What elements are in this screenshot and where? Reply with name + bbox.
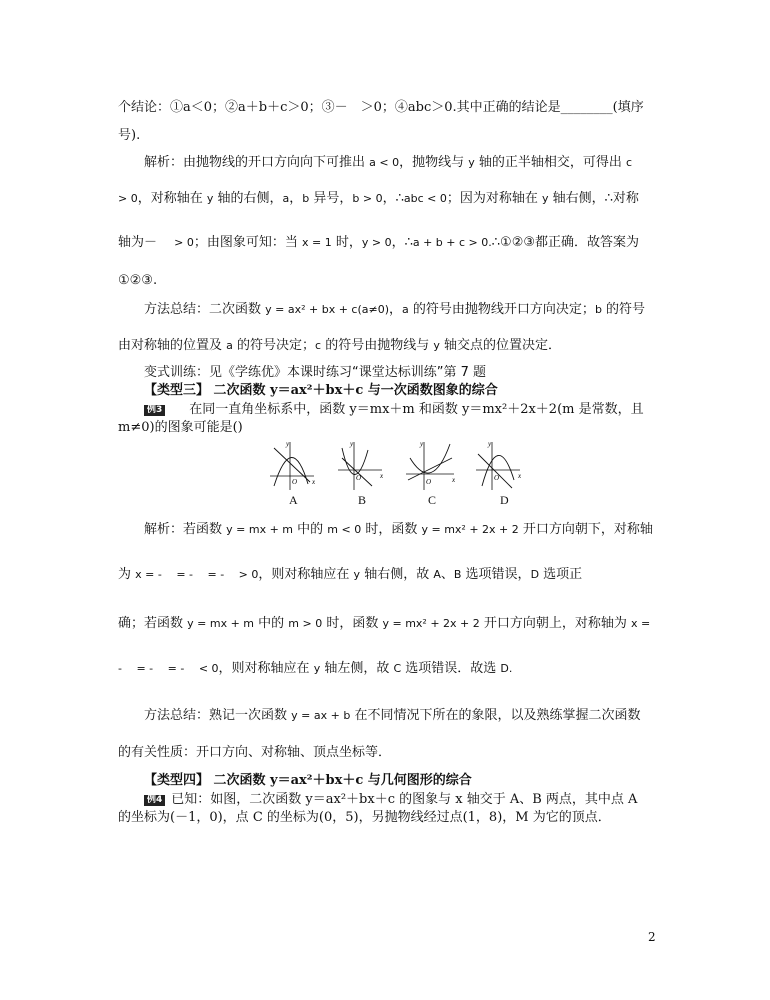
math-seg: x = 1: [302, 236, 332, 249]
text-seg: ，则对称轴应在: [218, 661, 314, 676]
math-seg: y > 0: [361, 236, 392, 249]
text-seg: ，∴: [391, 235, 413, 250]
math-seg: x =: [631, 617, 651, 630]
graph-a: [270, 440, 316, 490]
x-label: x: [518, 472, 522, 480]
origin-label: O: [292, 478, 298, 486]
text-seg: 时，函数: [322, 616, 383, 631]
math-seg: a: [282, 192, 290, 205]
type-4-heading: 【类型四】 二次函数 y＝ax²＋bx＋c 与几何图形的综合: [144, 773, 472, 788]
analysis-1-line-1: [144, 154, 632, 172]
text-seg: 开口方向朝下，对称轴: [518, 522, 653, 537]
text-seg: 的符号: [601, 302, 646, 317]
example-tag: 例3: [144, 405, 165, 416]
math-seg: a: [402, 303, 409, 316]
y-label: y: [420, 440, 424, 448]
origin-label: O: [426, 478, 432, 486]
text-seg: ，∴: [382, 191, 404, 206]
text-seg: 方法总结：熟记一次函数: [144, 708, 292, 723]
math-seg: > 0: [174, 236, 194, 249]
x-label: x: [380, 472, 384, 480]
parabola: [274, 457, 308, 486]
math-seg: D.: [500, 662, 513, 675]
math-seg: y = mx² + 2x + 2: [421, 523, 519, 536]
example-4-line-1: [144, 791, 637, 809]
math-seg: a + b + c > 0.: [412, 236, 492, 249]
method-summary-1-line-2: [118, 337, 561, 355]
text-seg: 方法总结：二次函数: [144, 302, 266, 317]
origin-label: O: [356, 474, 362, 482]
text-seg: ；因为对称轴在: [446, 191, 543, 206]
text-seg: 在不同情况下所在的象限，以及熟练掌握二次函数: [350, 708, 641, 723]
math-seg: y: [353, 568, 361, 581]
method-summary-1-line-1: [144, 301, 645, 319]
text-seg: 轴左侧，故: [320, 661, 394, 676]
graph-c: [406, 440, 456, 490]
text-seg: 选项错误，: [461, 567, 531, 582]
math-seg: y = mx + m: [226, 523, 294, 536]
x-label: x: [452, 476, 456, 484]
analysis-2-line-3: [118, 615, 650, 633]
text-seg: 确；若函数: [118, 616, 188, 631]
text-seg: 解析：若函数: [144, 522, 227, 537]
option-label-a: A: [289, 493, 298, 507]
page-number: 2: [648, 930, 656, 944]
text-seg: 轴的右侧，: [213, 191, 283, 206]
text-seg: 中的: [293, 522, 328, 537]
example-3-line-2: m≠0)的图象可能是(): [118, 420, 243, 435]
analysis-1-line-4: ①②③.: [118, 273, 158, 288]
math-seg: x = - = - = - > 0: [135, 568, 259, 581]
text-seg: 轴为－: [118, 235, 175, 250]
text-seg: 时，: [331, 235, 362, 250]
x-label: x: [312, 478, 316, 486]
text-seg: ，对称轴在: [137, 191, 207, 206]
math-seg: m < 0: [327, 523, 362, 536]
analysis-1-line-3: [118, 234, 639, 252]
math-seg: y: [313, 662, 321, 675]
math-seg: b > 0: [352, 192, 383, 205]
text-seg: 轴右侧，故: [360, 567, 434, 582]
math-seg: a < 0: [369, 156, 400, 169]
text-seg: 轴的正半轴相交，可得出: [474, 155, 627, 170]
text-seg: 轴交点的位置决定．: [439, 338, 562, 353]
math-seg: D: [530, 568, 540, 581]
math-seg: - = - = - < 0: [118, 662, 219, 675]
text-seg: 由对称轴的位置及: [118, 338, 227, 353]
text-seg: ，则对称轴应在: [258, 567, 354, 582]
text-seg: ，: [389, 302, 403, 317]
example-4-line-2: 的坐标为(－1，0)，点 C 的坐标为(0，5)，另抛物线经过点(1，8)，M 为它的顶点．: [118, 810, 611, 825]
analysis-2-line-4: [118, 660, 512, 678]
line: [408, 458, 452, 480]
option-graphs: [262, 440, 522, 492]
y-label: y: [488, 440, 492, 448]
text-seg: ，: [289, 191, 303, 206]
example-3-line-1: [144, 401, 644, 419]
text-seg: ，抛物线与: [399, 155, 469, 170]
math-seg: b: [302, 192, 310, 205]
text-seg: 的符号决定；: [232, 338, 316, 353]
graph-d: [476, 440, 522, 490]
text-seg: 异号，: [309, 191, 353, 206]
analysis-2-line-1: [144, 521, 653, 539]
math-seg: > 0: [118, 192, 138, 205]
option-label-d: D: [500, 493, 509, 507]
method-summary-2-line-2: 的有关性质：开口方向、对称轴、顶点坐标等．: [118, 745, 392, 760]
math-seg: y = ax + b: [291, 709, 351, 722]
option-label-c: C: [428, 493, 437, 507]
example-text: 已知：如图，二次函数 y＝ax²＋bx＋c 的图象与 x 轴交于 A、B 两点，其中点 A: [171, 792, 638, 807]
variant-training: 变式训练：见《学练优》本课时练习“课堂达标训练”第 7 题: [144, 365, 487, 380]
origin-label: O: [494, 474, 500, 482]
math-seg: y: [206, 192, 214, 205]
example-text: 在同一直角坐标系中，函数 y＝mx＋m 和函数 y＝mx²＋2x＋2(m 是常数，且: [189, 402, 644, 417]
math-seg: y: [433, 339, 440, 352]
math-seg: y = mx + m: [187, 617, 255, 630]
analysis-2-line-2: [118, 566, 582, 584]
math-seg: m > 0: [288, 617, 323, 630]
math-seg: C: [393, 662, 402, 675]
option-label-b: B: [358, 493, 367, 507]
text-seg: ；由图象可知：当: [193, 235, 302, 250]
graph-b: [338, 440, 384, 490]
conclusion-line-end: 号).: [118, 128, 141, 143]
text-seg: 时，函数: [361, 522, 422, 537]
math-seg: c: [626, 156, 633, 169]
math-seg: b: [594, 303, 602, 316]
math-seg: y = mx² + 2x + 2: [382, 617, 480, 630]
text-seg: 中的: [254, 616, 289, 631]
example-tag: 例4: [144, 795, 165, 806]
line: [274, 448, 310, 482]
text-seg: 开口方向朝上，对称轴为: [479, 616, 632, 631]
math-seg: y: [542, 192, 549, 205]
y-label: y: [286, 440, 290, 448]
text-seg: 选项正: [539, 567, 583, 582]
math-seg: B: [453, 568, 462, 581]
math-seg: a: [226, 339, 233, 352]
math-seg: A: [433, 568, 441, 581]
text-seg: 为: [118, 567, 136, 582]
text-seg: 的符号由抛物线开口方向决定；: [408, 302, 595, 317]
math-seg: y: [468, 156, 475, 169]
text-seg: 轴右侧，∴对称: [548, 191, 639, 206]
text-seg: 的符号由抛物线与: [321, 338, 434, 353]
text-seg: 解析：由抛物线的开口方向向下可推出: [144, 155, 370, 170]
type-3-heading: 【类型三】 二次函数 y＝ax²＋bx＋c 与一次函数图象的综合: [144, 383, 498, 398]
math-seg: y = ax² + bx + c(a≠0): [265, 303, 390, 316]
conclusion-line: 个结论：①a＜0；②a＋b＋c＞0；③－ ＞0；④abc＞0.其中正确的结论是________(填序: [118, 100, 644, 115]
y-label: y: [350, 440, 354, 448]
text-seg: 选项错误．故选: [401, 661, 501, 676]
math-seg: abc < 0: [403, 192, 447, 205]
text-seg: 、: [440, 567, 454, 582]
math-seg: c: [315, 339, 322, 352]
analysis-1-line-2: [118, 190, 639, 208]
method-summary-2-line-1: [144, 707, 640, 725]
text-seg: ∴①②③都正确．故答案为: [491, 235, 639, 250]
